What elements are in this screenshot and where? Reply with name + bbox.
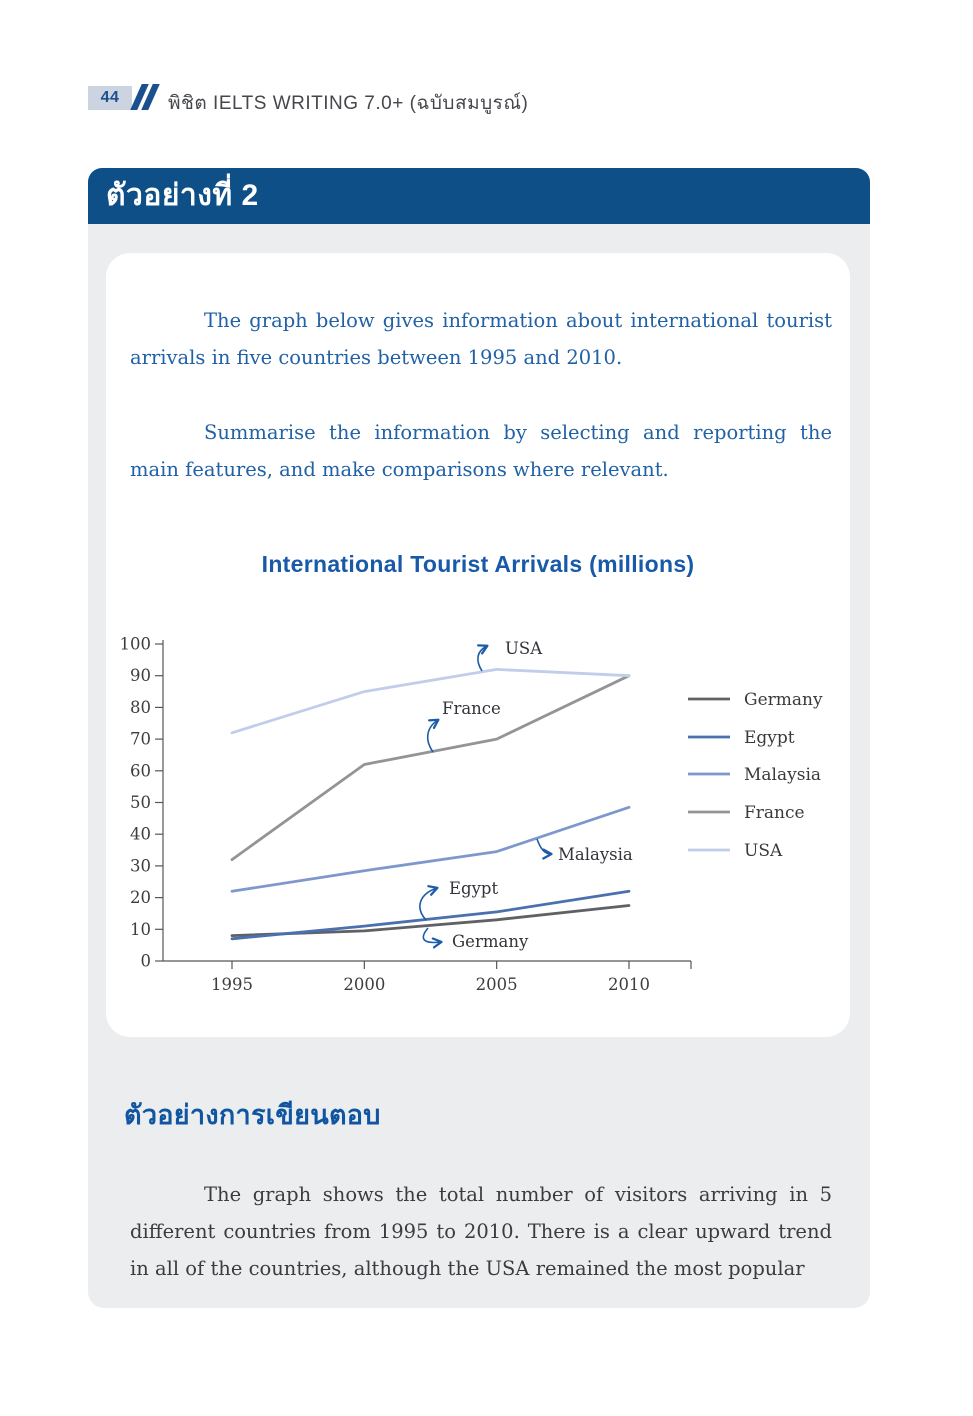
y-tick-label: 80 [130, 697, 151, 717]
annotation-label: Germany [452, 932, 529, 951]
y-tick-label: 10 [130, 919, 151, 939]
annotation-arrow [428, 720, 438, 752]
example-banner [88, 168, 870, 224]
book-title: พิชิต IELTS WRITING 7.0+ (ฉบับสมบูรณ์) [168, 93, 529, 114]
y-tick-label: 30 [130, 856, 151, 876]
x-tick-label: 2005 [475, 975, 518, 994]
annotation-label: USA [505, 639, 543, 658]
legend-label: Egypt [744, 728, 795, 748]
annotation-arrow [423, 928, 441, 942]
series-line-germany [232, 906, 629, 936]
annotation-arrow [537, 839, 551, 854]
x-tick-label: 2000 [343, 975, 386, 994]
page-number-badge: 44 [88, 86, 132, 110]
legend-item-egypt [688, 728, 795, 748]
task-paragraph-2: Summarise the information by selecting and reporting the main features, and make comparisons where relevant. [130, 421, 832, 481]
y-tick-label: 90 [130, 666, 151, 686]
task-paragraph-1: The graph below gives information about international tourist arrivals in five countries between 1995 and 2010. [130, 309, 832, 369]
y-tick-label: 20 [130, 888, 151, 908]
annotation-germany [423, 928, 529, 951]
series-line-egypt [232, 891, 629, 939]
annotation-usa [478, 639, 543, 671]
legend-label: France [744, 803, 805, 823]
line-chart [106, 613, 850, 1037]
y-tick-label: 50 [130, 793, 151, 812]
x-tick-label: 1995 [211, 975, 253, 994]
series-line-france [232, 676, 629, 860]
y-tick-label: 40 [130, 824, 151, 844]
annotation-malaysia [537, 839, 633, 864]
annotation-label: Egypt [449, 879, 499, 898]
example-banner-title: ตัวอย่างที่ 2 [106, 179, 259, 212]
y-tick-label: 60 [130, 761, 151, 781]
legend-label: USA [744, 841, 783, 861]
y-tick-label: 100 [119, 634, 151, 654]
annotation-label: Malaysia [558, 845, 633, 864]
annotation-arrow [478, 646, 487, 671]
legend-label: Germany [744, 690, 823, 710]
legend-item-france [688, 803, 805, 823]
double-slash-icon [136, 84, 166, 111]
legend-label: Malaysia [744, 765, 822, 785]
legend-item-malaysia [688, 765, 821, 785]
series-line-usa [232, 669, 629, 732]
annotation-arrow [420, 888, 437, 920]
legend-item-germany [688, 690, 823, 710]
y-tick-label: 0 [140, 951, 151, 971]
chart-title: International Tourist Arrivals (millions) [261, 551, 695, 577]
answer-paragraph: The graph shows the total number of visitors arriving in 5 different countries from 1995 to 2010. There is a clear upward trend in all of the countries, although the USA remained the most popular [130, 1183, 832, 1280]
chart-legend [688, 690, 823, 861]
legend-item-usa [688, 841, 783, 861]
answer-heading: ตัวอย่างการเขียนตอบ [124, 1100, 381, 1130]
y-tick-label: 70 [130, 729, 151, 749]
annotation-label: France [442, 699, 501, 718]
x-tick-label: 2010 [607, 975, 650, 994]
